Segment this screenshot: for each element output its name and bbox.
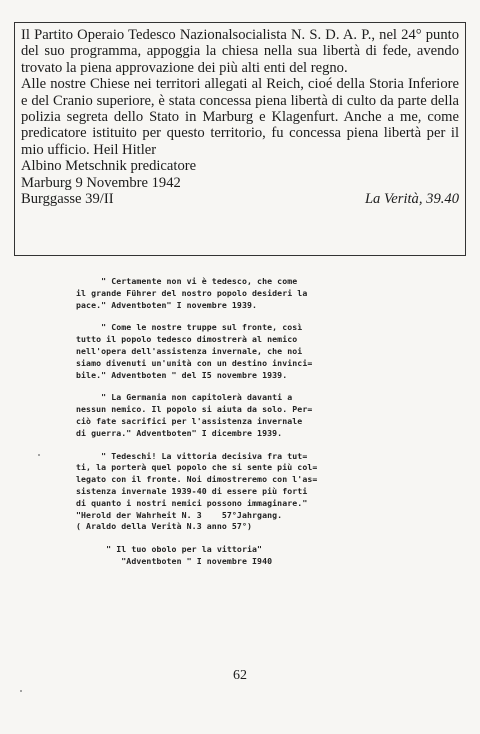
quote-line: legato con il fronte. Noi dimostreremo con l'as= bbox=[76, 474, 318, 485]
address: Burggasse 39/II bbox=[21, 191, 114, 208]
quote-line: di quanto i nostri nemici possono immaginare." bbox=[76, 497, 308, 508]
quote-line: ti, la porterà quel popolo che si sente più col= bbox=[76, 462, 318, 473]
place-date: Marburg 9 Novembre 1942 bbox=[21, 174, 181, 191]
quote-line: siamo divenuti un'unità con un destino invinci= bbox=[76, 357, 313, 368]
quote-line: " La Germania non capitolerà davanti a bbox=[76, 392, 293, 403]
scan-speck bbox=[38, 454, 40, 456]
quote-block bbox=[76, 322, 416, 381]
page-number: 62 bbox=[233, 668, 247, 683]
quote-block bbox=[76, 276, 416, 311]
quote-block bbox=[76, 544, 416, 568]
boxed-declaration bbox=[14, 22, 466, 256]
quote-block bbox=[76, 392, 416, 439]
quote-line: " Certamente non vi è tedesco, che come bbox=[76, 276, 298, 286]
quote-line: pace." Adventboten" I novembre 1939. bbox=[76, 299, 258, 310]
quote-line: " Tedeschi! La vittoria decisiva fra tut= bbox=[76, 450, 308, 461]
address-source-row bbox=[21, 191, 459, 207]
quote-line: tutto il popolo tedesco dimostrerà al nemico bbox=[76, 334, 298, 345]
quote-line: nell'opera dell'assistenza invernale, che noi bbox=[76, 345, 303, 356]
signature: Albino Metschnik predicatore bbox=[21, 158, 197, 175]
quote-line: ciò fate sacrifici per l'assistenza invernale bbox=[76, 415, 303, 426]
quote-line: ( Araldo della Verità N.3 anno 57°) bbox=[76, 521, 253, 532]
quote-line: bile." Adventboten " del I5 novembre 1939. bbox=[76, 369, 288, 380]
scan-speck bbox=[20, 690, 22, 692]
quote-line: " Come le nostre truppe sul fronte, così bbox=[76, 322, 303, 333]
quote-block bbox=[76, 451, 416, 534]
typewritten-quotes bbox=[76, 276, 416, 579]
quote-line: "Adventboten " I novembre I940 bbox=[76, 555, 273, 566]
quote-line: nessun nemico. Il popolo si aiuta da solo. Per= bbox=[76, 404, 313, 415]
quote-line: " Il tuo obolo per la vittoria" bbox=[76, 544, 263, 555]
quote-line: sistenza invernale 1939-40 di essere più forti bbox=[76, 485, 308, 496]
quote-line: "Herold der Wahrheit N. 3 57°Jahrgang. bbox=[76, 509, 283, 520]
quote-line: di guerra." Adventboten" I dicembre 1939. bbox=[76, 427, 283, 438]
quote-line: il grande Führer del nostro popolo desideri la bbox=[76, 287, 308, 298]
declaration-paragraph-2: Alle nostre Chiese nei territori allegati al Reich, cioé della Storia Inferiore e del Cranio superiore, è stata concessa piena libertà di culto da parte della polizia segreta dello Stato in Marburg e Klagenfurt. Anche a me, come predicatore istituito per questo territorio, fu concessa piena libertà per il mio ufficio. Heil Hitler bbox=[21, 76, 459, 158]
source-citation: La Verità, 39.40 bbox=[364, 191, 459, 208]
declaration-paragraph-1: Il Partito Operaio Tedesco Nazionalsocialista N. S. D. A. P., nel 24° punto del suo programma, appoggia la chiesa nella sua libertà di fede, avendo trovato la piena approvazione dei più alti enti del regno. bbox=[21, 27, 459, 76]
